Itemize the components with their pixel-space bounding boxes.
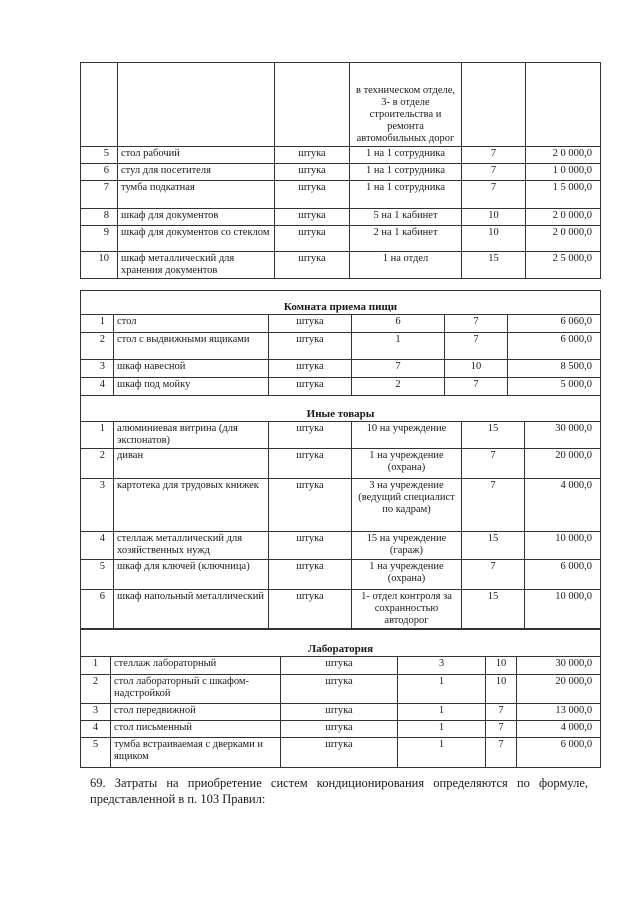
cell-name: картотека для трудовых книжек: [114, 479, 269, 532]
cell-name: стеллаж металлический для хозяйственных нужд: [114, 532, 269, 560]
cell-name: стол передвижной: [111, 704, 281, 721]
cell-price: 1 5 000,0: [526, 181, 601, 209]
cell-norm: 5 на 1 кабинет: [350, 209, 462, 226]
cell-price: 6 000,0: [517, 738, 601, 768]
cell-term: 10: [445, 360, 508, 378]
cell-num: 7: [81, 181, 118, 209]
cell-term: 15: [462, 252, 526, 279]
cell-num: 2: [81, 333, 114, 360]
cell-price: 6 060,0: [508, 315, 601, 333]
cell-unit: штука: [275, 164, 350, 181]
cell-term: 7: [462, 449, 525, 479]
cell-norm: 1: [398, 738, 486, 768]
cell-unit: штука: [275, 181, 350, 209]
cell-term: 7: [445, 315, 508, 333]
cell-name: шкаф навесной: [114, 360, 269, 378]
cell-term: 15: [462, 422, 525, 449]
cell-norm: 1: [398, 675, 486, 704]
cell-name: стол с выдвижными ящиками: [114, 333, 269, 360]
furniture-table-part1: [80, 62, 601, 279]
cell-term: 7: [462, 147, 526, 164]
cell-term: 15: [462, 590, 525, 629]
cell-unit: [275, 63, 350, 147]
cell-norm: 3: [398, 657, 486, 675]
cell-price: 30 000,0: [517, 657, 601, 675]
cell-unit: штука: [269, 590, 352, 629]
table-row: [81, 63, 601, 147]
cell-term: [462, 63, 526, 147]
cell-norm: 1: [398, 721, 486, 738]
cell-term: 10: [462, 209, 526, 226]
cell-term: 15: [462, 532, 525, 560]
cell-name: алюминиевая витрина (для экспонатов): [114, 422, 269, 449]
cell-num: 5: [81, 560, 114, 590]
cell-name: шкаф напольный металлический: [114, 590, 269, 629]
cell-term: 10: [486, 657, 517, 675]
cell-norm: 2 на 1 кабинет: [350, 226, 462, 252]
cell-name: стеллаж лабораторный: [111, 657, 281, 675]
cell-unit: штука: [269, 422, 352, 449]
cell-unit: штука: [269, 560, 352, 590]
cell-num: 1: [81, 315, 114, 333]
cell-price: [526, 63, 601, 147]
cell-norm: в техническом отделе, 3- в отделе строительства и ремонта автомобильных дорог: [350, 63, 462, 147]
cell-term: 7: [486, 721, 517, 738]
cell-name: шкаф для документов со стеклом: [118, 226, 275, 252]
cell-num: 3: [81, 704, 111, 721]
cell-name: стол рабочий: [118, 147, 275, 164]
cell-num: 9: [81, 226, 118, 252]
cell-norm: 1 на 1 сотрудника: [350, 164, 462, 181]
cell-unit: штука: [269, 532, 352, 560]
cell-unit: штука: [281, 657, 398, 675]
table-row: [81, 721, 601, 738]
cell-unit: штука: [281, 675, 398, 704]
furniture-table-other-goods: [80, 395, 601, 629]
table-row: [81, 360, 601, 378]
cell-norm: 2: [352, 378, 445, 396]
cell-num: 4: [81, 378, 114, 396]
cell-norm: 1- отдел контроля за сохранностью автодорог: [352, 590, 462, 629]
cell-price: 30 000,0: [525, 422, 601, 449]
cell-term: 7: [445, 333, 508, 360]
cell-unit: штука: [269, 333, 352, 360]
cell-num: 6: [81, 590, 114, 629]
cell-price: 1 0 000,0: [526, 164, 601, 181]
cell-norm: 1 на 1 сотрудника: [350, 181, 462, 209]
table-row: [81, 422, 601, 449]
cell-num: 2: [81, 675, 111, 704]
cell-norm: 10 на учреждение: [352, 422, 462, 449]
table-row: [81, 315, 601, 333]
furniture-table-dining-room: [80, 290, 601, 396]
cell-price: 8 500,0: [508, 360, 601, 378]
cell-name: тумба встраиваемая с дверками и ящиком: [111, 738, 281, 768]
cell-norm: 1 на учреждение (охрана): [352, 560, 462, 590]
cell-norm: 3 на учреждение (ведущий специалист по кадрам): [352, 479, 462, 532]
cell-num: 1: [81, 422, 114, 449]
cell-price: 4 000,0: [525, 479, 601, 532]
cell-term: 7: [445, 378, 508, 396]
cell-unit: штука: [281, 704, 398, 721]
table-row: [81, 532, 601, 560]
cell-price: 6 000,0: [508, 333, 601, 360]
cell-name: стол: [114, 315, 269, 333]
cell-unit: штука: [269, 479, 352, 532]
cell-unit: штука: [281, 738, 398, 768]
cell-num: [81, 63, 118, 147]
cell-price: 2 0 000,0: [526, 209, 601, 226]
cell-num: 2: [81, 449, 114, 479]
cell-term: 7: [462, 181, 526, 209]
cell-unit: штука: [281, 721, 398, 738]
cell-name: [118, 63, 275, 147]
cell-norm: 1 на отдел: [350, 252, 462, 279]
cell-term: 10: [486, 675, 517, 704]
cell-term: 7: [462, 560, 525, 590]
cell-unit: штука: [275, 226, 350, 252]
cell-price: 6 000,0: [525, 560, 601, 590]
table-row: [81, 333, 601, 360]
cell-unit: штука: [269, 378, 352, 396]
table-row: [81, 449, 601, 479]
table-row: [81, 657, 601, 675]
cell-unit: штука: [275, 209, 350, 226]
cell-name: шкаф металлический для хранения документов: [118, 252, 275, 279]
cell-norm: 1: [352, 333, 445, 360]
section-title-dining-room: Комната приема пищи: [81, 291, 601, 315]
paragraph-69: 69. Затраты на приобретение систем кондиционирования определяются по формуле, представленной в п. 103 Правил:: [90, 776, 588, 806]
cell-unit: штука: [269, 360, 352, 378]
table-row: [81, 209, 601, 226]
cell-norm: 7: [352, 360, 445, 378]
cell-price: 20 000,0: [517, 675, 601, 704]
cell-num: 8: [81, 209, 118, 226]
cell-price: 5 000,0: [508, 378, 601, 396]
cell-term: 7: [462, 479, 525, 532]
cell-term: 10: [462, 226, 526, 252]
cell-num: 6: [81, 164, 118, 181]
table-row: [81, 704, 601, 721]
cell-num: 3: [81, 360, 114, 378]
cell-name: шкаф для ключей (ключница): [114, 560, 269, 590]
cell-name: стул для посетителя: [118, 164, 275, 181]
cell-num: 1: [81, 657, 111, 675]
table-row: [81, 675, 601, 704]
cell-price: 13 000,0: [517, 704, 601, 721]
cell-price: 20 000,0: [525, 449, 601, 479]
cell-num: 4: [81, 721, 111, 738]
cell-price: 2 5 000,0: [526, 252, 601, 279]
cell-price: 4 000,0: [517, 721, 601, 738]
cell-norm: 1: [398, 704, 486, 721]
section-title-laboratory: Лаборатория: [81, 630, 601, 657]
cell-norm: 6: [352, 315, 445, 333]
table-row: [81, 378, 601, 396]
cell-price: 2 0 000,0: [526, 226, 601, 252]
furniture-table-laboratory: [80, 629, 601, 768]
cell-unit: штука: [269, 449, 352, 479]
cell-price: 10 000,0: [525, 532, 601, 560]
cell-unit: штука: [275, 252, 350, 279]
table-row: [81, 590, 601, 629]
table-row: [81, 147, 601, 164]
cell-unit: штука: [275, 147, 350, 164]
cell-name: стол лабораторный с шкафом-надстройкой: [111, 675, 281, 704]
table-row: [81, 226, 601, 252]
table-row: [81, 560, 601, 590]
cell-price: 10 000,0: [525, 590, 601, 629]
cell-norm: 1 на учреждение (охрана): [352, 449, 462, 479]
section-title-other-goods: Иные товары: [81, 396, 601, 422]
cell-num: 10: [81, 252, 118, 279]
cell-name: шкаф для документов: [118, 209, 275, 226]
cell-price: 2 0 000,0: [526, 147, 601, 164]
cell-term: 7: [486, 704, 517, 721]
table-row: [81, 479, 601, 532]
cell-norm: 1 на 1 сотрудника: [350, 147, 462, 164]
cell-norm: 15 на учреждение (гараж): [352, 532, 462, 560]
cell-num: 3: [81, 479, 114, 532]
cell-num: 5: [81, 147, 118, 164]
table-row: [81, 252, 601, 279]
table-row: [81, 738, 601, 768]
table-row: [81, 164, 601, 181]
cell-name: стол письменный: [111, 721, 281, 738]
cell-num: 4: [81, 532, 114, 560]
cell-name: тумба подкатная: [118, 181, 275, 209]
cell-num: 5: [81, 738, 111, 768]
cell-term: 7: [462, 164, 526, 181]
cell-unit: штука: [269, 315, 352, 333]
table-row: [81, 181, 601, 209]
cell-name: диван: [114, 449, 269, 479]
cell-name: шкаф под мойку: [114, 378, 269, 396]
cell-term: 7: [486, 738, 517, 768]
